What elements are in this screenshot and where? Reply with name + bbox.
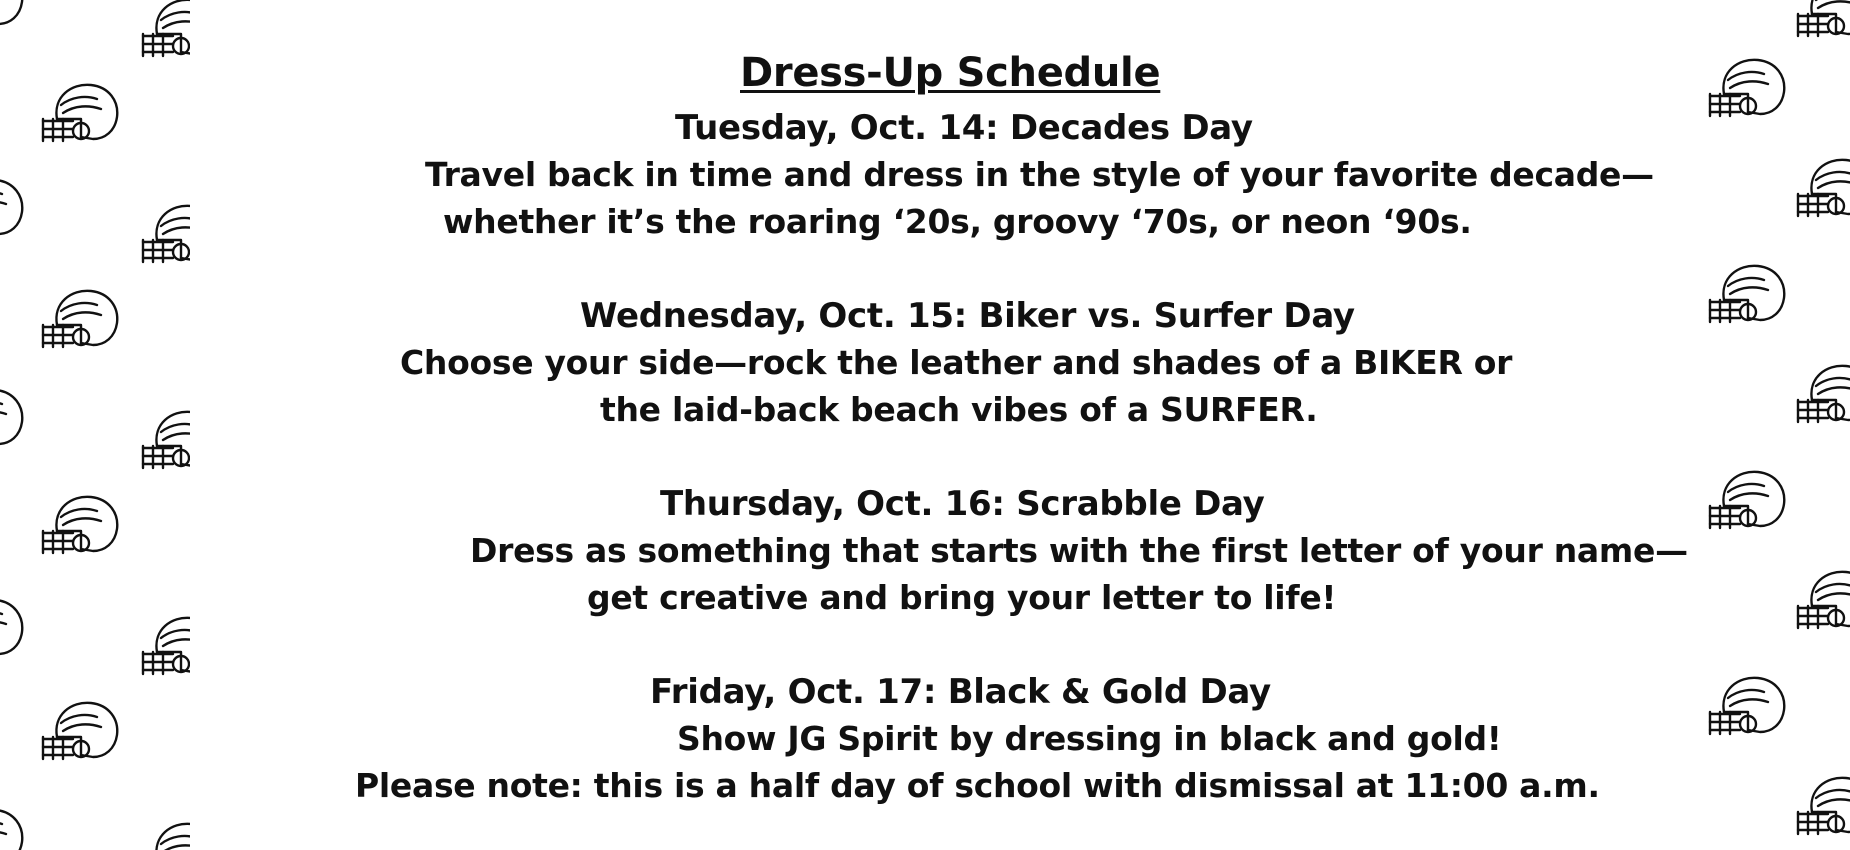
left-helmet-border <box>0 0 190 850</box>
football-helmet-icon <box>0 800 30 850</box>
football-helmet-icon <box>1790 150 1850 230</box>
wednesday-description-line-2: the laid-back beach vibes of a SURFER. <box>600 390 1318 429</box>
friday-heading: Friday, Oct. 17: Black & Gold Day <box>650 672 1271 712</box>
football-helmet-icon <box>35 693 125 773</box>
wednesday-description-line-1: Choose your side—rock the leather and shades of a BIKER or <box>400 343 1513 382</box>
friday-description-line-1: Show JG Spirit by dressing in black and gold! <box>677 719 1502 758</box>
football-helmet-icon <box>1790 768 1850 848</box>
thursday-heading: Thursday, Oct. 16: Scrabble Day <box>660 484 1265 524</box>
thursday-description-line-2: get creative and bring your letter to life! <box>587 578 1337 617</box>
football-helmet-icon <box>0 170 30 250</box>
right-helmet-border <box>1690 0 1850 850</box>
football-helmet-icon <box>35 75 125 155</box>
tuesday-heading: Tuesday, Oct. 14: Decades Day <box>675 108 1253 148</box>
friday-description-line-2: Please note: this is a half day of school with dismissal at 11:00 a.m. <box>355 766 1600 805</box>
football-helmet-icon <box>1790 562 1850 642</box>
football-helmet-icon <box>35 281 125 361</box>
football-helmet-icon <box>1790 356 1850 436</box>
tuesday-description-line-2: whether it’s the roaring ‘20s, groovy ‘70s, or neon ‘90s. <box>443 202 1472 241</box>
tuesday-description-line-1: Travel back in time and dress in the style of your favorite decade— <box>425 155 1654 194</box>
football-helmet-icon <box>135 196 190 276</box>
football-helmet-icon <box>135 608 190 688</box>
football-helmet-icon <box>1702 668 1792 748</box>
football-helmet-icon <box>135 814 190 850</box>
football-helmet-icon <box>0 380 30 460</box>
football-helmet-icon <box>1702 50 1792 130</box>
football-helmet-icon <box>35 487 125 567</box>
football-helmet-icon <box>135 402 190 482</box>
football-helmet-icon <box>0 0 30 40</box>
thursday-description-line-1: Dress as something that starts with the first letter of your name— <box>470 531 1688 570</box>
football-helmet-icon <box>1702 256 1792 336</box>
schedule-title: Dress-Up Schedule <box>740 50 1161 96</box>
football-helmet-icon <box>1790 0 1850 50</box>
football-helmet-icon <box>0 590 30 670</box>
football-helmet-icon <box>1702 462 1792 542</box>
football-helmet-icon <box>135 0 190 70</box>
wednesday-heading: Wednesday, Oct. 15: Biker vs. Surfer Day <box>580 296 1355 336</box>
dress-up-schedule <box>190 0 1690 850</box>
